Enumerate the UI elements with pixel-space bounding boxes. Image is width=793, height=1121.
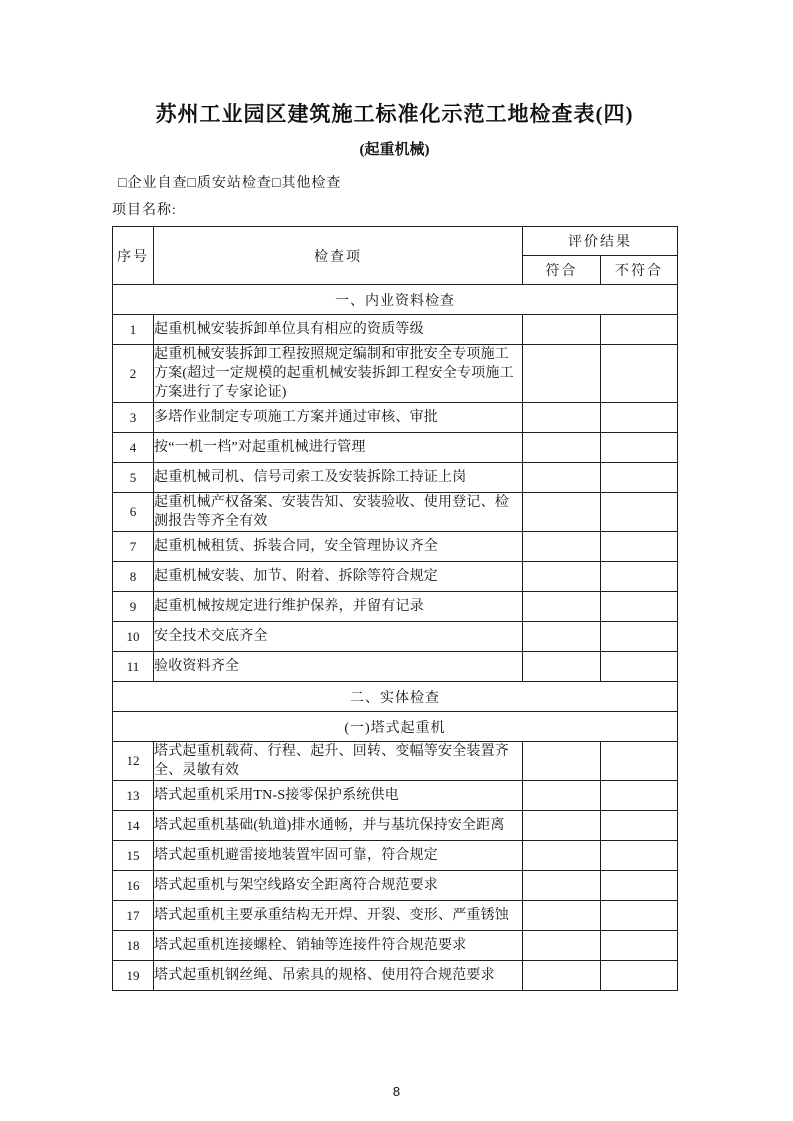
nonconform-cell[interactable] <box>601 345 678 403</box>
section-title: 二、实体检查 <box>113 682 678 712</box>
nonconform-cell[interactable] <box>601 493 678 532</box>
nonconform-cell[interactable] <box>601 562 678 592</box>
table-row <box>113 433 678 463</box>
table-row <box>113 403 678 433</box>
nonconform-cell[interactable] <box>601 463 678 493</box>
header-result-group: 评价结果 <box>523 227 678 256</box>
row-number: 3 <box>113 403 154 433</box>
conform-cell[interactable] <box>523 901 601 931</box>
nonconform-cell[interactable] <box>601 592 678 622</box>
header-serial: 序号 <box>113 227 154 285</box>
table-row <box>113 811 678 841</box>
conform-cell[interactable] <box>523 315 601 345</box>
page-subtitle: (起重机械) <box>359 142 430 158</box>
header-item: 检查项 <box>154 227 523 285</box>
checkbox-option-other-check[interactable]: □其他检查 <box>271 176 342 191</box>
nonconform-cell[interactable] <box>601 433 678 463</box>
table-row <box>113 652 678 682</box>
conform-cell[interactable] <box>523 532 601 562</box>
inspection-item-text: 安全技术交底齐全 <box>154 622 523 652</box>
nonconform-cell[interactable] <box>601 403 678 433</box>
conform-cell[interactable] <box>523 463 601 493</box>
nonconform-cell[interactable] <box>601 315 678 345</box>
section-row <box>113 682 678 712</box>
conform-cell[interactable] <box>523 652 601 682</box>
nonconform-cell[interactable] <box>601 622 678 652</box>
row-number: 11 <box>113 652 154 682</box>
row-number: 4 <box>113 433 154 463</box>
row-number: 9 <box>113 592 154 622</box>
checkbox-option-enterprise-self-check[interactable]: □企业自查 <box>118 176 188 191</box>
row-number: 13 <box>113 781 154 811</box>
nonconform-cell[interactable] <box>601 931 678 961</box>
conform-cell[interactable] <box>523 345 601 403</box>
conform-cell[interactable] <box>523 811 601 841</box>
nonconform-cell[interactable] <box>601 532 678 562</box>
document-content <box>112 98 677 991</box>
page-title: 苏州工业园区建筑施工标准化示范工地检查表(四) <box>155 102 634 126</box>
inspection-item-text: 起重机械安装、加节、附着、拆除等符合规定 <box>154 562 523 592</box>
nonconform-cell[interactable] <box>601 841 678 871</box>
nonconform-cell[interactable] <box>601 871 678 901</box>
table-header <box>113 227 678 285</box>
inspection-item-text: 塔式起重机载荷、行程、起升、回转、变幅等安全装置齐全、灵敏有效 <box>154 742 523 781</box>
inspection-item-text: 起重机械租赁、拆装合同，安全管理协议齐全 <box>154 532 523 562</box>
header-row-1 <box>113 227 678 256</box>
table-row <box>113 532 678 562</box>
inspection-item-text: 起重机械司机、信号司索工及安装拆除工持证上岗 <box>154 463 523 493</box>
conform-cell[interactable] <box>523 742 601 781</box>
table-row <box>113 622 678 652</box>
table-row <box>113 315 678 345</box>
nonconform-cell[interactable] <box>601 811 678 841</box>
conform-cell[interactable] <box>523 433 601 463</box>
project-name-label: 项目名称: <box>112 203 177 218</box>
inspection-table <box>112 226 678 991</box>
row-number: 8 <box>113 562 154 592</box>
inspection-item-text: 塔式起重机避雷接地装置牢固可靠，符合规定 <box>154 841 523 871</box>
table-row <box>113 781 678 811</box>
inspection-item-text: 起重机械按规定进行维护保养，并留有记录 <box>154 592 523 622</box>
table-row <box>113 961 678 991</box>
conform-cell[interactable] <box>523 403 601 433</box>
table-row <box>113 871 678 901</box>
row-number: 6 <box>113 493 154 532</box>
inspection-item-text: 塔式起重机主要承重结构无开焊、开裂、变形、严重锈蚀 <box>154 901 523 931</box>
conform-cell[interactable] <box>523 622 601 652</box>
section-title: (一)塔式起重机 <box>113 712 678 742</box>
inspection-item-text: 塔式起重机基础(轨道)排水通畅，并与基坑保持安全距离 <box>154 811 523 841</box>
section-row <box>113 712 678 742</box>
conform-cell[interactable] <box>523 562 601 592</box>
table-row <box>113 463 678 493</box>
conform-cell[interactable] <box>523 493 601 532</box>
checkbox-option-quality-station-check[interactable]: □质安站检查 <box>187 176 272 191</box>
inspection-item-text: 起重机械安装拆卸单位具有相应的资质等级 <box>154 315 523 345</box>
row-number: 2 <box>113 345 154 403</box>
table-row <box>113 742 678 781</box>
nonconform-cell[interactable] <box>601 652 678 682</box>
row-number: 12 <box>113 742 154 781</box>
table-row <box>113 931 678 961</box>
row-number: 15 <box>113 841 154 871</box>
nonconform-cell[interactable] <box>601 781 678 811</box>
conform-cell[interactable] <box>523 931 601 961</box>
row-number: 5 <box>113 463 154 493</box>
conform-cell[interactable] <box>523 961 601 991</box>
inspection-item-text: 塔式起重机钢丝绳、吊索具的规格、使用符合规范要求 <box>154 961 523 991</box>
section-title: 一、内业资料检查 <box>113 285 678 315</box>
row-number: 16 <box>113 871 154 901</box>
table-row <box>113 562 678 592</box>
conform-cell[interactable] <box>523 841 601 871</box>
row-number: 7 <box>113 532 154 562</box>
row-number: 1 <box>113 315 154 345</box>
row-number: 10 <box>113 622 154 652</box>
inspection-item-text: 塔式起重机与架空线路安全距离符合规范要求 <box>154 871 523 901</box>
page-number: 8 <box>392 1084 401 1099</box>
section-row <box>113 285 678 315</box>
table-row <box>113 592 678 622</box>
header-nonconform: 不符合 <box>601 256 678 285</box>
conform-cell[interactable] <box>523 592 601 622</box>
table-row <box>113 841 678 871</box>
inspection-item-text: 多塔作业制定专项施工方案并通过审核、审批 <box>154 403 523 433</box>
row-number: 19 <box>113 961 154 991</box>
inspection-item-text: 起重机械产权备案、安装告知、安装验收、使用登记、检测报告等齐全有效 <box>154 493 523 532</box>
nonconform-cell[interactable] <box>601 742 678 781</box>
table-row <box>113 901 678 931</box>
inspection-item-text: 塔式起重机连接螺栓、销轴等连接件符合规范要求 <box>154 931 523 961</box>
conform-cell[interactable] <box>523 781 601 811</box>
check-options <box>112 172 677 192</box>
conform-cell[interactable] <box>523 871 601 901</box>
nonconform-cell[interactable] <box>601 961 678 991</box>
table-row <box>113 493 678 532</box>
nonconform-cell[interactable] <box>601 901 678 931</box>
inspection-item-text: 起重机械安装拆卸工程按照规定编制和审批安全专项施工方案(超过一定规模的起重机械安装拆卸工程安全专项施工方案进行了专家论证) <box>154 345 523 403</box>
checklist-body <box>113 285 678 991</box>
header-conform: 符合 <box>523 256 601 285</box>
row-number: 18 <box>113 931 154 961</box>
row-number: 14 <box>113 811 154 841</box>
table-row <box>113 345 678 403</box>
inspection-item-text: 塔式起重机采用TN-S接零保护系统供电 <box>154 781 523 811</box>
inspection-item-text: 按“一机一档”对起重机械进行管理 <box>154 433 523 463</box>
row-number: 17 <box>113 901 154 931</box>
inspection-item-text: 验收资料齐全 <box>154 652 523 682</box>
